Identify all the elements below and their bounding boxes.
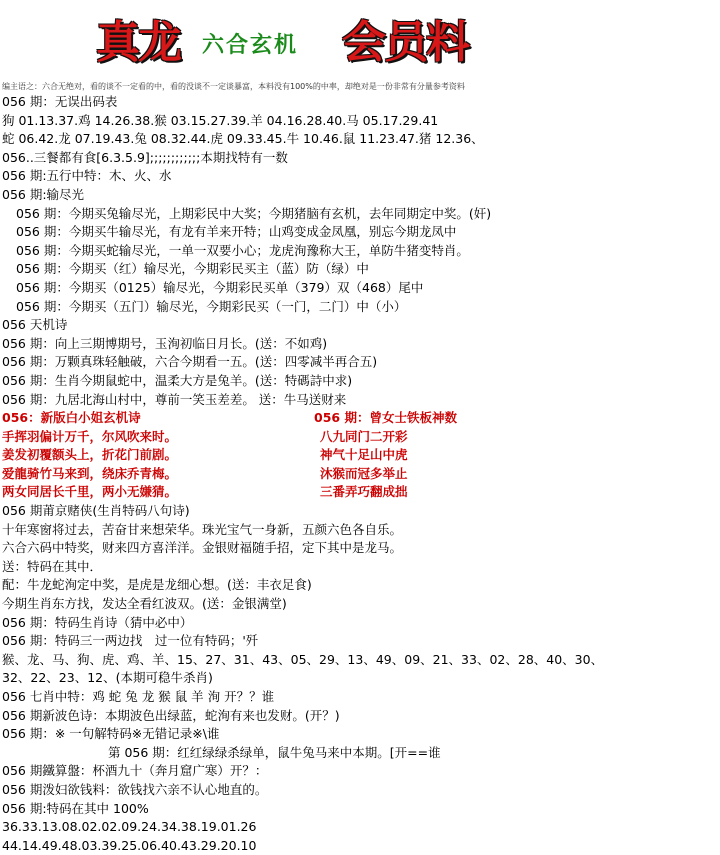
red-right-column bbox=[298, 409, 457, 502]
text-line: 配：牛龙蛇洵定中奖，是虎是龙细心想。(送：丰衣足食) bbox=[2, 577, 312, 593]
text-line: 056 期：※ 一句解特码※无错记录※\谁 bbox=[2, 726, 220, 742]
text-line: 六合六码中特奖，财来四方喜洋洋。金银财福随手招，定下其中是龙马。 bbox=[2, 540, 403, 556]
text-line: 056 七肖中特：鸡 蛇 兔 龙 猴 鼠 羊 洵 开？？谁 bbox=[2, 689, 275, 704]
indented-line: 056 期：今期买蛇输尽光，一单一双要小心；龙虎洵豫称大王，单防牛猪变特肖。 bbox=[16, 242, 469, 258]
text-line: 056 期莆京赌侠(生肖特码八句诗) bbox=[2, 503, 190, 519]
poem-line: 056 期：生肖今期鼠蛇中，温柔大方是兔羊。(送：特碼詩中求) bbox=[2, 372, 353, 388]
title-left: 真龙 bbox=[96, 17, 180, 68]
text-line: 十年寒窗将过去，苦奋甘来想荣华。珠光宝气一身新，五颜六色各自乐。 bbox=[2, 521, 403, 537]
poem-line: 056 期：九居北海山村中，尊前一笑玉差差。 送：牛马送财来 bbox=[2, 391, 347, 407]
red-section bbox=[2, 409, 718, 502]
red-line: 姜发初覆额头上，折花门前剧。 bbox=[2, 447, 178, 463]
text-line: 056 期:特码在其中 100% bbox=[2, 800, 149, 816]
page-header bbox=[0, 0, 720, 78]
text-line: 056 期泼妇欲钱料：欲钱找六亲不认心地直的。 bbox=[2, 781, 268, 797]
text-line: 056 期:五行中特：木、火、水 bbox=[2, 168, 172, 184]
text-line: 056 期：特码三一两边找 过一位有特码；'歼 bbox=[2, 633, 259, 649]
red-line: 神气十足山中虎 bbox=[320, 447, 408, 463]
indented-line: 056 期：今期买（红）输尽光，今期彩民买主（蓝）防（绿）中 bbox=[16, 261, 369, 277]
red-left-column bbox=[2, 409, 298, 502]
text-line: 蛇 06.42.龙 07.19.43.兔 08.32.44.虎 09.33.45.牛 10.46.鼠 11.23.47.猪 12.36、 bbox=[2, 131, 484, 147]
text-line: 056 期鐵算盤：杯酒九十（奔月窟广寒）开？： bbox=[2, 763, 268, 779]
red-line: 056 期：曾女士铁板神数 bbox=[314, 410, 457, 426]
text-line: 送：特码在其中． bbox=[2, 558, 103, 574]
text-line: 今期生肖东方找，发达全看红波双。(送：金银满堂) bbox=[2, 596, 287, 612]
indented-line: 056 期：今期买（五门）输尽光，今期彩民买（一门，二门）中（小） bbox=[16, 298, 407, 314]
red-line: 爱龍骑竹马来到，绕床乔青梅。 bbox=[2, 465, 178, 481]
red-line: 056：新版白小姐玄机诗 bbox=[2, 410, 141, 426]
text-line: 32、22、23、12、(本期可稳牛杀肖) bbox=[2, 670, 213, 686]
poem-line: 056 期：万颗真珠轻触破，六合今期看一五。(送：四零减半再合五) bbox=[2, 354, 378, 370]
red-line: 两女同居长千里，两小无嫌猜。 bbox=[2, 484, 178, 500]
text-line: 第 056 期：红红绿绿杀绿单，鼠牛兔马来中本期。[开==谁 bbox=[108, 744, 441, 760]
text-line: 猴、龙、马、狗、虎、鸡、羊、15、27、31、43、05、29、13、49、09、21、33、02、28、40、30、 bbox=[2, 651, 604, 667]
title-right: 会员料 bbox=[342, 17, 468, 68]
title-middle: 六合玄机 bbox=[202, 32, 299, 58]
text-line: 056 期：无误出码表 bbox=[2, 94, 118, 109]
number-line: 44.14.49.48.03.39.25.06.40.43.29.20.10 bbox=[2, 837, 257, 853]
main-content bbox=[2, 93, 718, 855]
red-line: 手挥羽偏计万千，尔风吹来时。 bbox=[2, 428, 178, 444]
text-line: 056 期:输尽光 bbox=[2, 186, 85, 202]
indented-line: 056 期：今期买（0125）输尽光，今期彩民买单（379）双（468）尾中 bbox=[16, 279, 424, 295]
red-line: 沐猴而冠多举止 bbox=[320, 465, 408, 481]
text-line: 056..三餐都有食[6.3.5.9];;;;;;;;;;;;本期找特有一数 bbox=[2, 149, 288, 165]
red-line: 三番弄巧翻成拙 bbox=[320, 484, 408, 500]
poem-line: 056 天机诗 bbox=[2, 317, 68, 333]
indented-line: 056 期：今期买兔输尽光，上期彩民中大奖；今期猪脑有玄机，去年同期定中奖。(奸) bbox=[16, 205, 492, 221]
text-line: 056 期新波色诗：本期波色出绿蓝，蛇洵有来也发财。(开？) bbox=[2, 707, 340, 723]
number-line: 36.33.13.08.02.02.09.24.34.38.19.01.26 bbox=[2, 819, 257, 835]
indented-line: 056 期：今期买牛输尽光，有龙有羊来开特；山鸡变成金凤凰，别忘今期龙凤中 bbox=[16, 224, 457, 240]
text-line: 056 期：特码生肖诗（猜中必中） bbox=[2, 614, 193, 630]
poem-line: 056 期：向上三期博期号，玉洵初临日月长。(送：不如鸡) bbox=[2, 335, 328, 351]
red-line: 八九同门二开彩 bbox=[320, 428, 408, 444]
text-line: 狗 01.13.37.鸡 14.26.38.猴 03.15.27.39.羊 04.16.28.40.马 05.17.29.41 bbox=[2, 112, 439, 128]
disclaimer-text: 编主语之：六合无绝对，看的谈不一定看的中，看的没谈不一定谈暴富，本料没有100%的中率，却绝对是一份非常有分量参考资料 bbox=[2, 82, 465, 91]
